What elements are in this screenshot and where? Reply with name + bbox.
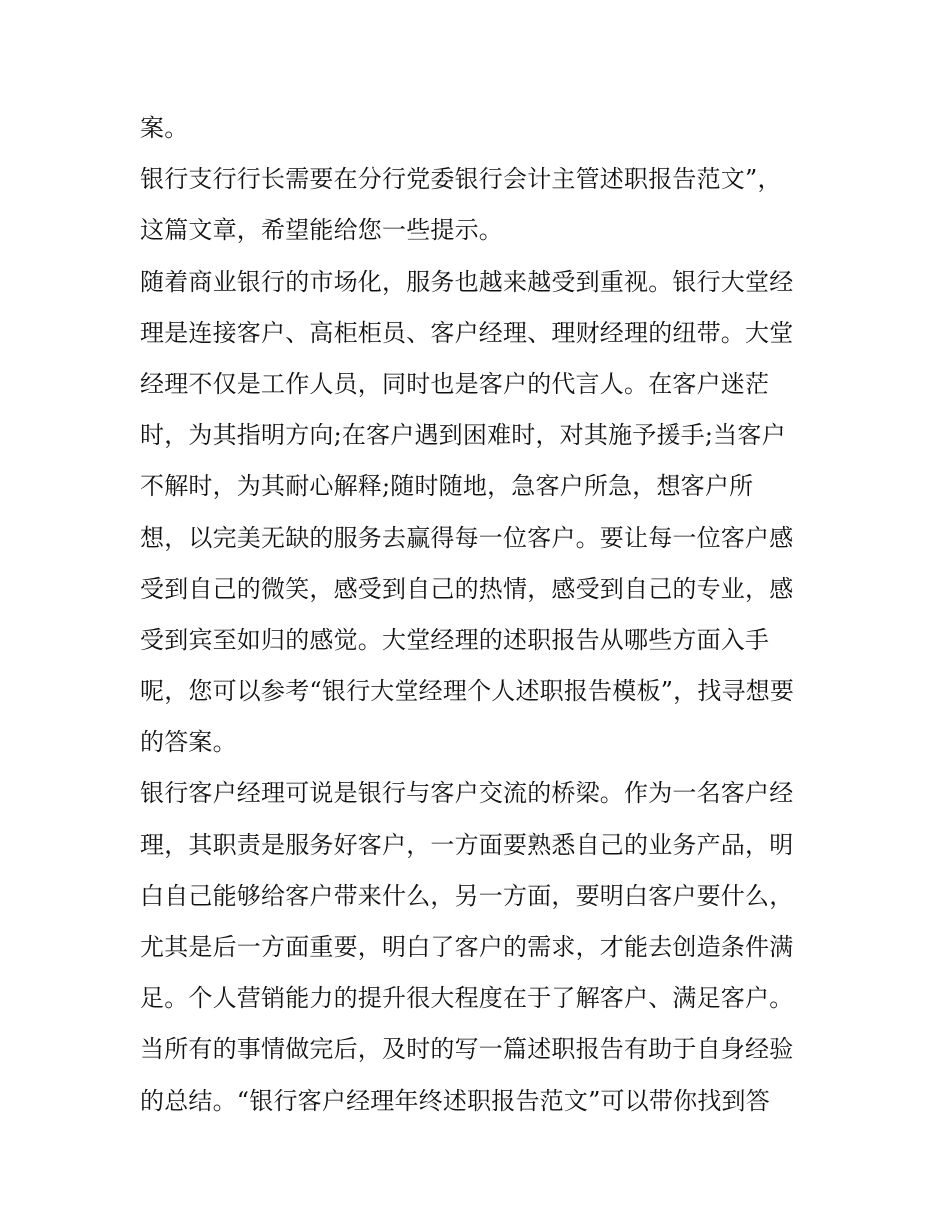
text-line: 尤其是后一方面重要，明白了客户的需求，才能去创造条件满 — [140, 933, 794, 961]
text-line: 足。个人营销能力的提升很大程度在于了解客户、满足客户。 — [140, 984, 794, 1013]
text-line: 受到自己的微笑，感受到自己的热情，感受到自己的专业，感 — [140, 574, 794, 603]
text-line: 想，以完美无缺的服务去赢得每一位客户。要让每一位客户感 — [140, 523, 794, 552]
text-line: 理是连接客户、高柜柜员、客户经理、理财经理的纽带。大堂 — [140, 318, 794, 347]
text-line: 的总结。“银行客户经理年终述职报告范文”可以带你找到答 — [140, 1086, 770, 1115]
text-line: 时，为其指明方向;在客户遇到困难时，对其施予援手;当客户 — [140, 421, 786, 450]
text-line: 白自己能够给客户带来什么，另一方面，要明白客户要什么， — [140, 881, 794, 910]
document-body — [140, 103, 820, 1127]
text-line: 案。 — [140, 114, 189, 142]
text-line: 呢，您可以参考“银行大堂经理个人述职报告模板”，找寻想要 — [140, 677, 795, 706]
text-line: 的答案。 — [140, 728, 237, 757]
text-line: 当所有的事情做完后，及时的写一篇述职报告有助于自身经验 — [140, 1035, 794, 1064]
text-line: 经理不仅是工作人员，同时也是客户的代言人。在客户迷茫 — [140, 369, 770, 398]
text-line: 理，其职责是服务好客户，一方面要熟悉自己的业务产品，明 — [140, 830, 794, 859]
text-line: 这篇文章，希望能给您一些提示。 — [140, 216, 503, 245]
text-line: 银行支行行长需要在分行党委银行会计主管述职报告范文”， — [140, 165, 782, 194]
text-line: 银行客户经理可说是银行与客户交流的桥梁。作为一名客户经 — [140, 779, 794, 808]
text-line: 随着商业银行的市场化，服务也越来越受到重视。银行大堂经 — [140, 267, 794, 296]
text-line: 不解时，为其耐心解释;随时随地，急客户所急，想客户所 — [140, 472, 754, 501]
text-line: 受到宾至如归的感觉。大堂经理的述职报告从哪些方面入手 — [140, 625, 770, 654]
